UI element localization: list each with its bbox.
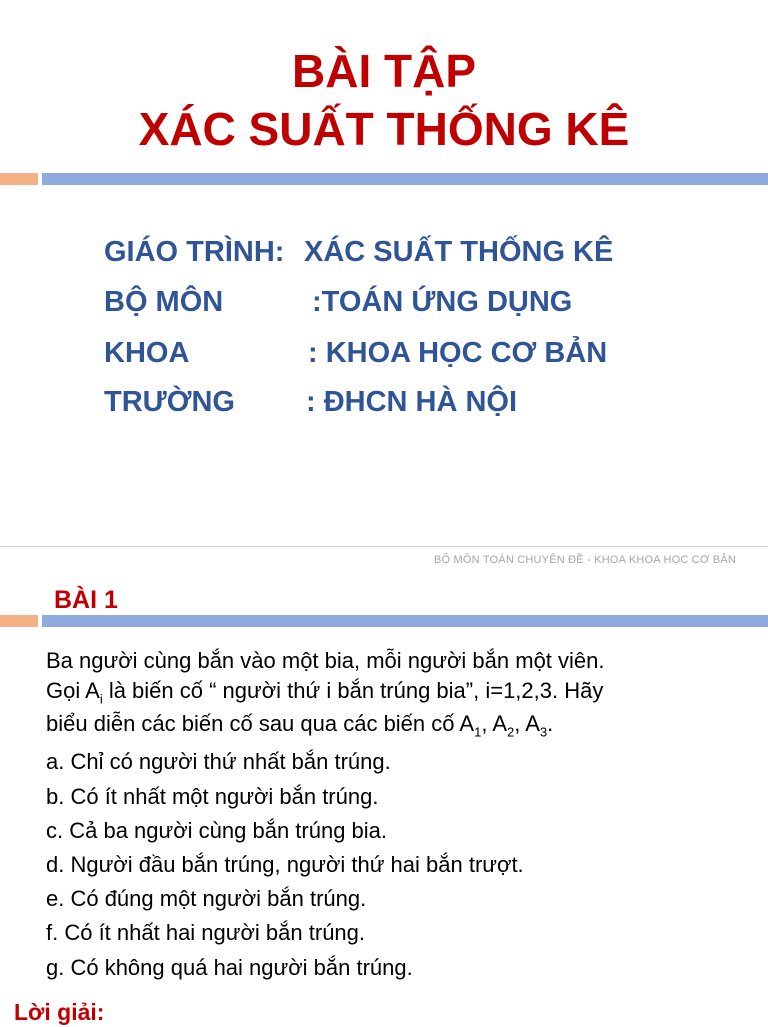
- accent-bar-orange: [0, 615, 38, 627]
- problem-text: , A: [481, 711, 507, 736]
- info-label: BỘ MÔN: [104, 286, 224, 318]
- exercise-heading: BÀI 1: [54, 586, 118, 614]
- list-item: f. Có ít nhất hai người bắn trúng.: [46, 920, 366, 945]
- info-label: TRƯỜNG: [104, 386, 235, 418]
- accent-bar-orange: [0, 173, 38, 185]
- list-item: g. Có không quá hai người bắn trúng.: [46, 955, 413, 980]
- subscript: 1: [474, 724, 482, 740]
- accent-bar-blue: [42, 615, 768, 627]
- problem-line-1: [46, 646, 728, 676]
- title-line-1: BÀI TẬP: [292, 45, 476, 97]
- info-value: : ĐHCN HÀ NỘI: [306, 386, 518, 418]
- list-item: d. Người đầu bắn trúng, người thứ hai bắn trượt.: [46, 852, 524, 877]
- problem-line-3: [46, 709, 728, 747]
- problem-text: Ba người cùng bắn vào một bia, mỗi người bắn một viên.: [46, 648, 605, 673]
- problem-text: Gọi A: [46, 678, 100, 703]
- slide-footer: BỘ MÔN TOÁN CHUYÊN ĐỀ - KHOA KHOA HỌC CƠ BẢN: [433, 554, 736, 566]
- problem-text: , A: [514, 711, 540, 736]
- list-item: a. Chỉ có người thứ nhất bắn trúng.: [46, 749, 391, 774]
- subscript: i: [99, 691, 103, 707]
- title-line-2: XÁC SUẤT THỐNG KÊ: [138, 103, 630, 155]
- solution-label: Lời giải:: [14, 999, 105, 1025]
- subscript: 3: [539, 724, 548, 740]
- info-value: XÁC SUẤT THỐNG KÊ: [304, 236, 614, 268]
- list-item: c. Cả ba người cùng bắn trúng bia.: [46, 818, 388, 843]
- info-value: : KHOA HỌC CƠ BẢN: [308, 337, 608, 369]
- info-value: :TOÁN ỨNG DỤNG: [312, 286, 573, 318]
- info-label: KHOA: [104, 337, 190, 369]
- info-label: GIÁO TRÌNH:: [104, 236, 285, 268]
- accent-bar-blue: [42, 173, 768, 185]
- problem-text: biểu diễn các biến cố sau qua các biến cố A: [46, 711, 475, 736]
- list-item: b. Có ít nhất một người bắn trúng.: [46, 784, 379, 809]
- slide-divider: [0, 546, 768, 547]
- problem-text: .: [547, 711, 554, 736]
- subscript: 2: [507, 724, 515, 740]
- list-item: e. Có đúng một người bắn trúng.: [46, 886, 367, 911]
- problem-text: là biến cố “ người thứ i bắn trúng bia”, i=1,2,3. Hãy: [102, 678, 604, 703]
